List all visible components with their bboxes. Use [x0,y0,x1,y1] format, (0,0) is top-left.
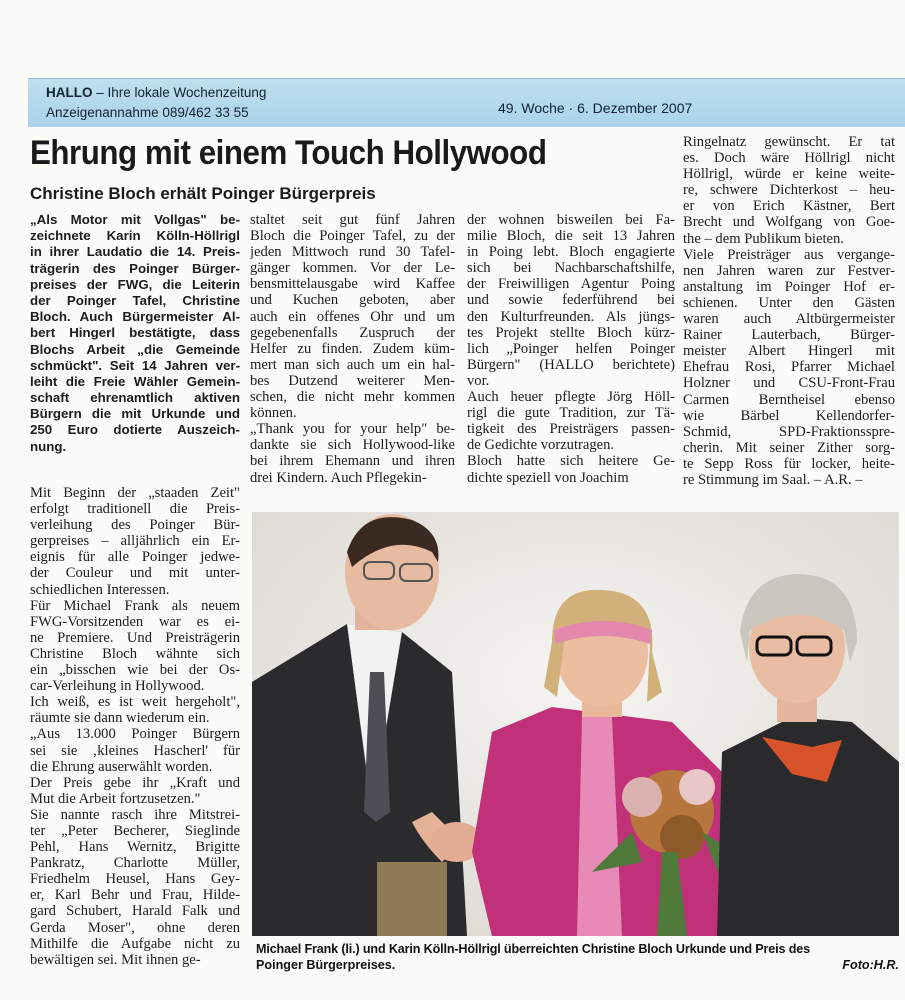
text-line: leiht die Freie Wähler Gemein- [30,373,240,389]
text-line: waren auch Altbürgermeister [683,311,895,328]
text-line: wie Bärbel Kellendorfer- [683,407,895,424]
text-line: Gerda Moser", ohne deren [30,919,240,936]
text-line: der Couleur und mit unter- [30,565,240,582]
text-line: Christine Bloch wähnte sich [30,645,240,662]
text-line: „Als Motor mit Vollgas" be- [30,212,240,227]
photo-caption [256,942,901,973]
text-line: und sowie federführend bei [467,292,675,309]
masthead-bar [28,78,905,127]
text-line: mert man sich auch um ein hal- [250,356,455,373]
text-line: nung. [30,438,67,454]
text-line: Für Michael Frank als neuem [30,597,240,614]
text-line: räumte sie dann wiederum ein. [30,710,210,727]
text-line: Ich weiß, es ist weit hergeholt", [30,694,240,711]
text-line: gänger kommen. Vor der Le- [250,260,455,277]
article-lead [30,212,240,455]
text-line: sei sie ‚kleines Hascherl' für [30,742,240,759]
text-line: gerpreises – alljährlich ein Er- [30,533,240,550]
text-line: re, schwere Dichterkost – heu- [683,182,895,199]
text-line: rigl die gute Tradition, zur Tä- [467,405,675,422]
text-line: Pankratz, Charlotte Müller, [30,855,240,872]
text-line: Auch heuer pflegte Jörg Höll- [467,389,675,406]
text-line: bewältigen sei. Mit ihnen ge- [30,951,201,968]
text-line: bert Hingerl bestätigte, dass [30,325,240,341]
text-line: in ihrer Laudatio die 14. Preis- [30,244,240,260]
text-line: preises der FWG, die Leiterin [30,276,240,292]
text-line: sich bei Nachbarschaftshilfe, [467,260,675,277]
text-line: gegebenenfalls Zuspruch der [250,324,455,341]
text-line: zeichnete Karin Kölln-Höllrigl [30,228,240,244]
caption-line-1: Michael Frank (li.) und Karin Kölln-Höllrigl überreichten Christine Bloch Urkunde und Preis des [256,942,810,956]
text-line: nen Jahren waren zur Festver- [683,262,895,279]
text-line: schaft ehrenamtlich aktiven [30,390,240,406]
text-line: FWG-Vorsitzenden war es ei- [30,613,240,630]
text-line: bensmittelausgabe wird Kaffee [250,276,455,293]
text-line: drei Kindern. Auch Pflegekin- [250,469,427,486]
text-line: schienen. Unter den Gästen [683,294,895,311]
text-line: ne Premiere. Und Preisträgerin [30,629,240,646]
text-line: Mithilfe die Aufgabe nicht zu [30,935,240,952]
text-line: ter „Peter Becherer, Sieglinde [30,822,240,839]
text-line: er von Erich Kästner, Bert [683,198,895,215]
article-subheadline: Christine Bloch erhält Poinger Bürgerpreis [30,184,376,203]
text-line: dankte sie sich Hollywood-like [250,437,455,454]
text-line: Bloch hatte sich heitere Ge- [467,453,675,470]
text-line: die Ehrung auserwählt worden. [30,758,213,775]
text-line: Ehefrau Rosi, Pfarrer Michael [683,359,895,376]
text-line: in Poing lebt. Bloch engagierte [467,244,675,261]
text-line: Schmid, SPD-Fraktionsspre- [683,423,895,440]
text-line: eignis für alle Poinger jedwe- [30,549,240,566]
text-line: Mut die Arbeit fortzusetzen." [30,790,201,807]
text-line: de Gedichte vorzutragen. [467,437,615,454]
text-line: Brecht und Wolfgang von Goe- [683,214,895,231]
text-line: Höllrigl, würde er keine weite- [683,166,895,183]
certificate-frame [377,862,447,936]
text-line: staltet seit gut fünf Jahren [250,212,455,228]
text-line: 250 Euro dotierte Auszeich- [30,422,240,438]
text-line: der Freiwilligen Agentur Poing [467,276,675,293]
text-line: tes Projekt stellte Bloch kürz- [467,324,675,341]
article-column-2 [250,212,455,486]
award-photo-illustration [252,512,899,936]
text-line: Sie nannte rasch ihre Mitstrei- [30,806,240,823]
text-line: der Poinger Tafel, Christine [30,292,240,308]
article-headline: Ehrung mit einem Touch Hollywood [30,134,547,172]
text-line: und Kuchen geboten, aber [250,292,455,309]
award-photo [252,512,899,936]
text-line: der wohnen bisweilen bei Fa- [467,212,675,228]
article-column-3 [467,212,675,486]
caption-line-2: Poinger Bürgerpreises. [256,957,396,972]
text-line: „Aus 13.000 Poinger Bürgern [30,726,240,743]
text-line: gard Schubert, Harald Falk und [30,903,240,920]
text-line: schen, die nicht mehr kommen [250,389,455,406]
text-line: tigkeit des Preisträgers passen- [467,421,675,438]
text-line: bes Dutzend weiterer Men- [250,372,455,389]
text-line: te Sepp Ross für locker, heite- [683,455,895,472]
text-line: er, Karl Behr und Frau, Hilde- [30,887,240,904]
masthead-brand: HALLO – Ihre lokale Wochenzeitung [46,85,267,100]
text-line: Mit Beginn der „staaden Zeit" [30,485,240,501]
masthead-issue-date: 49. Woche · 6. Dezember 2007 [498,100,693,116]
photo-credit: Foto:H.R. [842,957,899,972]
text-line: Ringelnatz gewünscht. Er tat [683,134,895,150]
text-line: Bürgern die mit Urkunde und [30,406,240,422]
text-line: können. [250,405,297,422]
text-line: anstaltung im Poinger Hof er- [683,278,895,295]
text-line: jeden Mittwoch rund 30 Tafel- [250,244,455,261]
text-line: Holzner und CSU-Front-Frau [683,375,895,392]
article-column-1 [30,485,240,968]
text-line: re Stimmung im Saal. – A.R. – [683,471,863,488]
text-line: Rainer Lauterbach, Bürger- [683,327,895,344]
text-line: Carmen Berntheisel ebenso [683,391,895,408]
text-line: auch ein offenes Ohr und um [250,308,455,325]
text-line: cherin. Mit seiner Zither sorg- [683,439,895,456]
text-line: meister Albert Hingerl mit [683,343,895,360]
article-column-4 [683,134,895,488]
text-line: the – dem Publikum bieten. [683,230,844,247]
text-line: car-Verleihung in Hollywood. [30,678,205,695]
text-line: Pehl, Hans Wernitz, Brigitte [30,839,240,856]
text-line: vor. [467,372,490,389]
text-line: bei ihrem Ehemann und ihren [250,453,455,470]
text-line: den Kulturfreunden. Als jüngs- [467,308,675,325]
text-line: Viele Preisträger aus vergange- [683,246,895,263]
text-line: es. Doch wäre Höllrigl nicht [683,150,895,167]
text-line: ein „bisschen wie bei der Os- [30,662,240,679]
text-line: dichte speziell von Joachim [467,469,629,486]
text-line: schmückt". Seit 14 Jahren ver- [30,357,240,373]
text-line: verleihung des Poinger Bür- [30,517,240,534]
text-line: Bürgern" (HALLO berichtete) [467,356,675,373]
masthead-phone: Anzeigenannahme 089/462 33 55 [46,105,249,120]
text-line: Der Preis gebe ihr „Kraft und [30,774,240,791]
text-line: erfolgt traditionell die Preis- [30,501,240,518]
text-line: „Thank you for your help" be- [250,421,455,438]
text-line: milie Bloch, die seit 13 Jahren [467,228,675,245]
text-line: Bloch die Poinger Tafel, zu der [250,228,455,245]
text-line: Helfer zu finden. Zudem küm- [250,340,455,357]
text-line: Friedhelm Heusel, Hans Gey- [30,871,240,888]
text-line: lich „Poinger helfen Poinger [467,340,675,357]
text-line: schiedlichen Interessen. [30,581,170,598]
text-line: Blochs Arbeit „die Gemeinde [30,341,240,357]
text-line: Bloch. Auch Bürgermeister Al- [30,309,240,325]
text-line: trägerin des Poinger Bürger- [30,260,240,276]
